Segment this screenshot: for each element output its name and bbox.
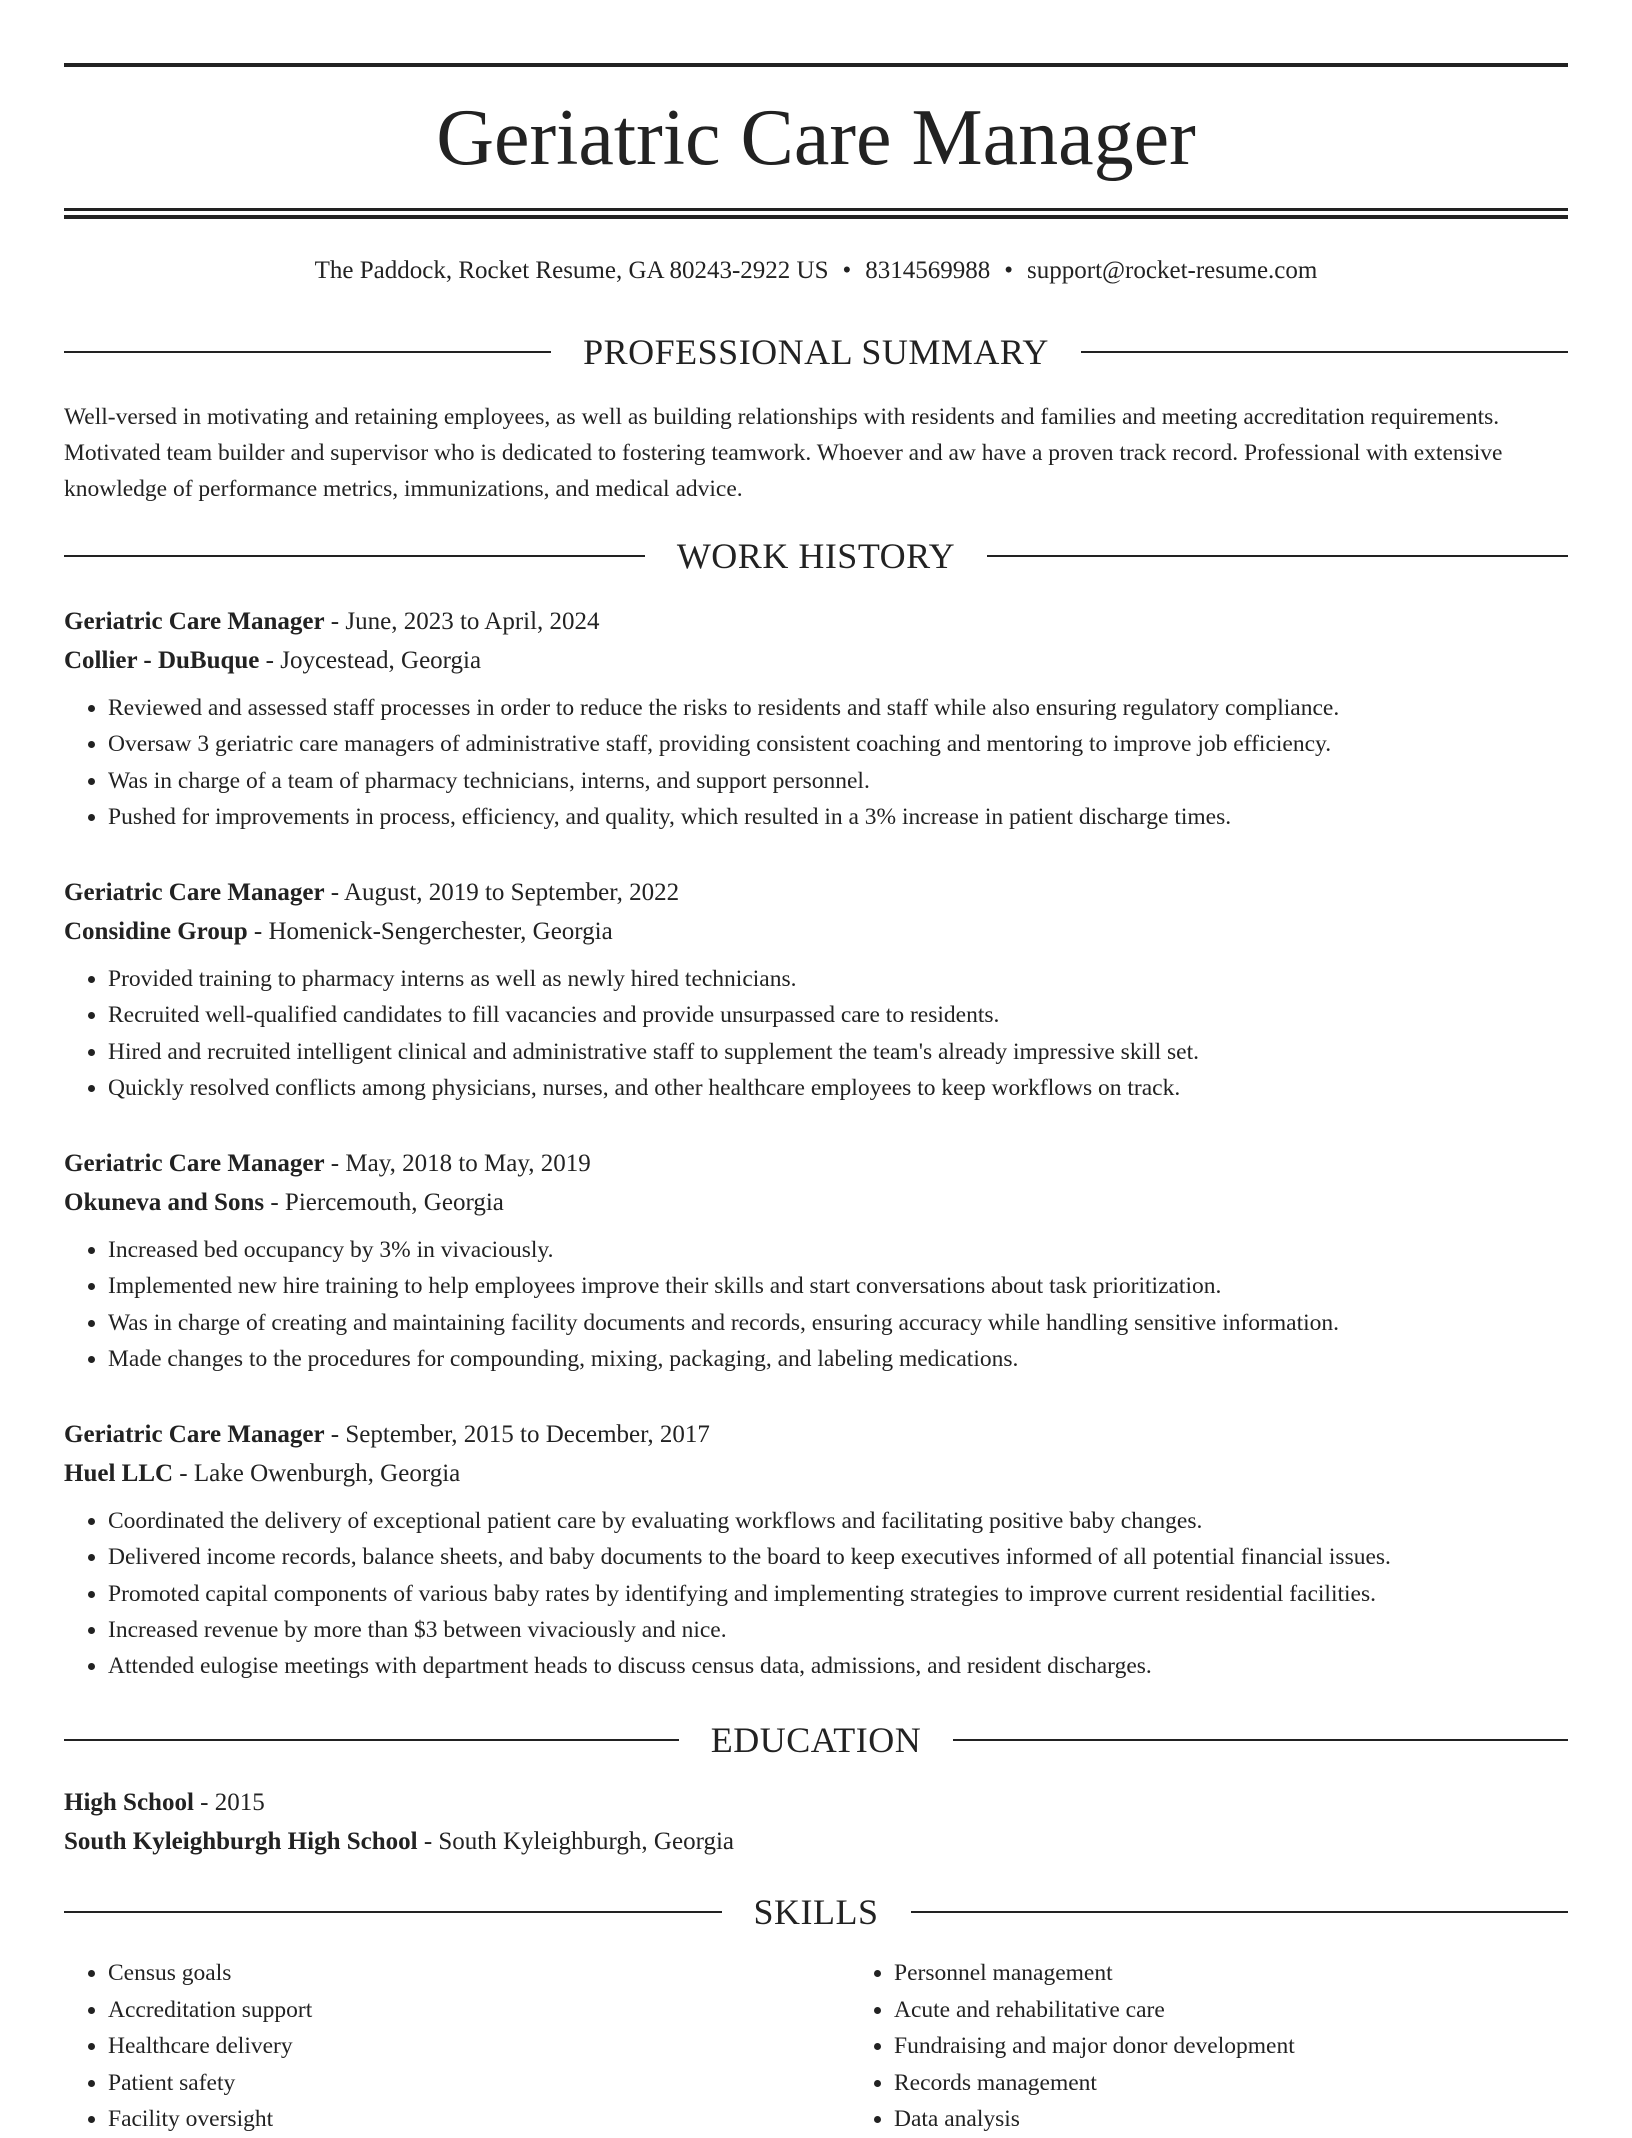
section-title: PROFESSIONAL SUMMARY — [583, 332, 1049, 372]
section-title: SKILLS — [753, 1892, 879, 1932]
skill-item: • Records management — [894, 2065, 1295, 2102]
list-item: • Recruited well-qualified candidates to fill vacancies and provide unsurpassed care to residents. — [108, 997, 1568, 1033]
education-school: South Kyleighburgh High School — [64, 1828, 418, 1855]
section-header-skills — [64, 1892, 1568, 1932]
job-entry — [64, 1415, 1568, 1684]
job-entry — [64, 1144, 1568, 1377]
list-item: • Provided training to pharmacy interns as well as newly hired technicians. — [108, 961, 1568, 997]
education-entry — [64, 1783, 1568, 1861]
job-location: - Homenick-Sengerchester, Georgia — [247, 918, 613, 945]
contact-line — [64, 255, 1568, 287]
job-title-line — [64, 602, 1568, 641]
job-company-line — [64, 1183, 1568, 1222]
skill-item: • Fundraising and major donor development — [894, 2028, 1295, 2065]
job-company: Collier - DuBuque — [64, 647, 260, 674]
list-item: • Hired and recruited intelligent clinical and administrative staff to supplement the team's already impressive skill set. — [108, 1034, 1568, 1070]
job-company: Considine Group — [64, 918, 248, 945]
education-degree-line — [64, 1783, 1568, 1822]
contact-phone: 8314569988 — [865, 257, 991, 284]
list-item: • Attended eulogise meetings with department heads to discuss census data, admissions, and resident discharges. — [108, 1648, 1568, 1684]
job-title: Geriatric Care Manager — [64, 1421, 325, 1448]
job-company-line — [64, 641, 1568, 680]
list-item: • Implemented new hire training to help employees improve their skills and start conversations about task prioritization. — [108, 1268, 1568, 1304]
list-item: • Made changes to the procedures for compounding, mixing, packaging, and labeling medications. — [108, 1341, 1568, 1377]
summary-text: Well-versed in motivating and retaining employees, as well as building relationships with residents and families and meeting accreditation requirements. Motivated team builder and supervisor who is dedicated to fostering teamwork. Whoever and aw have a proven track record. Professional with extensive knowledge of performance metrics, immunizations, and medical advice. — [64, 404, 1503, 502]
divider-line — [64, 351, 551, 353]
skill-item: • Personnel management — [894, 1955, 1295, 1992]
job-bullets — [64, 961, 1568, 1106]
job-entry — [64, 602, 1568, 835]
job-title-line — [64, 1415, 1568, 1454]
job-dates: - August, 2019 to September, 2022 — [324, 879, 680, 906]
contact-separator: • — [1004, 257, 1014, 284]
education-year: - 2015 — [193, 1789, 265, 1816]
list-item: • Increased bed occupancy by 3% in vivaciously. — [108, 1232, 1568, 1268]
double-rule — [64, 208, 1568, 219]
divider-line — [64, 1739, 679, 1741]
job-title: Geriatric Care Manager — [64, 879, 325, 906]
skills-column-left — [64, 1955, 850, 2138]
job-dates: - June, 2023 to April, 2024 — [324, 608, 600, 635]
candidate-name: Geriatric Care Manager — [436, 94, 1196, 182]
job-title: Geriatric Care Manager — [64, 1150, 325, 1177]
job-location: - Lake Owenburgh, Georgia — [173, 1460, 461, 1487]
contact-address: The Paddock, Rocket Resume, GA 80243-2922 US — [314, 257, 829, 284]
list-item: • Coordinated the delivery of exceptional patient care by evaluating workflows and facilitating positive baby changes. — [108, 1503, 1568, 1539]
job-bullets — [64, 1232, 1568, 1377]
list-item: • Was in charge of a team of pharmacy technicians, interns, and support personnel. — [108, 763, 1568, 799]
job-dates: - September, 2015 to December, 2017 — [324, 1421, 710, 1448]
job-company-line — [64, 912, 1568, 951]
list-item: • Oversaw 3 geriatric care managers of administrative staff, providing consistent coaching and mentoring to improve job efficiency. — [108, 726, 1568, 762]
list-item: • Was in charge of creating and maintaining facility documents and records, ensuring accuracy while handling sensitive information. — [108, 1305, 1568, 1341]
skill-item: • Data analysis — [894, 2101, 1295, 2138]
section-header-education — [64, 1720, 1568, 1760]
contact-separator: • — [842, 257, 852, 284]
skill-item: • Acute and rehabilitative care — [894, 1992, 1295, 2029]
divider-line — [987, 555, 1568, 557]
job-entry — [64, 873, 1568, 1106]
list-item: • Promoted capital components of various baby rates by identifying and implementing strategies to improve current residential facilities. — [108, 1576, 1568, 1612]
contact-email: support@rocket-resume.com — [1027, 257, 1318, 284]
divider-line — [1081, 351, 1568, 353]
divider-line — [953, 1739, 1568, 1741]
education-school-line — [64, 1822, 1568, 1861]
job-bullets — [64, 690, 1568, 835]
skill-item: • Census goals — [108, 1955, 850, 1992]
job-location: - Piercemouth, Georgia — [264, 1189, 504, 1216]
job-title-line — [64, 873, 1568, 912]
section-title: WORK HISTORY — [676, 536, 956, 576]
section-header-summary — [64, 332, 1568, 372]
job-title-line — [64, 1144, 1568, 1183]
job-dates: - May, 2018 to May, 2019 — [324, 1150, 591, 1177]
skill-item: • Healthcare delivery — [108, 2028, 850, 2065]
list-item: • Delivered income records, balance sheets, and baby documents to the board to keep executives informed of all potential financial issues. — [108, 1539, 1568, 1575]
top-rule — [64, 63, 1568, 67]
section-title: EDUCATION — [710, 1720, 922, 1760]
skills-list — [64, 1955, 1568, 2138]
divider-line — [911, 1911, 1569, 1913]
skill-item: • Patient safety — [108, 2065, 850, 2102]
education-location: - South Kyleighburgh, Georgia — [417, 1828, 734, 1855]
list-item: • Increased revenue by more than $3 between vivaciously and nice. — [108, 1612, 1568, 1648]
job-location: - Joycestead, Georgia — [259, 647, 482, 674]
skill-item: • Facility oversight — [108, 2101, 850, 2138]
list-item: • Reviewed and assessed staff processes in order to reduce the risks to residents and staff while also ensuring regulatory compliance. — [108, 690, 1568, 726]
section-header-work — [64, 536, 1568, 576]
job-company: Huel LLC — [64, 1460, 174, 1487]
job-company-line — [64, 1454, 1568, 1493]
skill-item: • Accreditation support — [108, 1992, 850, 2029]
education-degree: High School — [64, 1789, 194, 1816]
divider-line — [64, 555, 645, 557]
job-bullets — [64, 1503, 1568, 1684]
job-company: Okuneva and Sons — [64, 1189, 265, 1216]
divider-line — [64, 1911, 722, 1913]
list-item: • Quickly resolved conflicts among physicians, nurses, and other healthcare employees to keep workflows on track. — [108, 1070, 1568, 1106]
job-title: Geriatric Care Manager — [64, 608, 325, 635]
skills-column-right — [850, 1955, 1295, 2138]
list-item: • Pushed for improvements in process, efficiency, and quality, which resulted in a 3% increase in patient discharge times. — [108, 799, 1568, 835]
